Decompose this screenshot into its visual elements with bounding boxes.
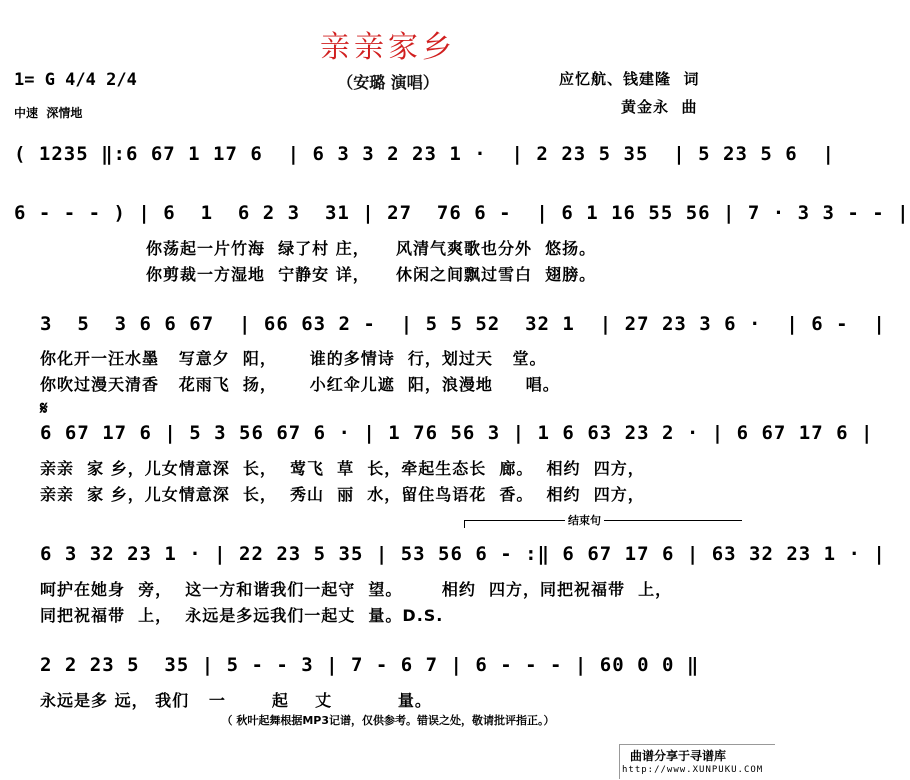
segno-sign: 𝄋	[40, 398, 48, 419]
notation-row-5: 6 3 32 23 1 · | 22 23 5 35 | 53 56 6 - :‖ 6 67 17 6 | 63 32 23 1 · |	[40, 543, 886, 565]
notation-row-6: 2 2 23 5 35 | 5 - - 3 | 7 - 6 7 | 6 - - - | 60 0 0 ‖	[40, 654, 700, 676]
watermark-text: 曲谱分享于寻谱库	[630, 749, 727, 763]
lyric-row-2-verse-2: 你剪裁一方湿地 宁静安 详， 休闲之间飘过雪白 翅膀。	[146, 265, 597, 284]
notation-row-2: 6 - - - ) | 6 1 6 2 3 31 | 27 76 6 - | 6 1 16 55 56 | 7 · 3 3 - - |	[14, 202, 910, 224]
lyricist-credit: 应忆航、钱建隆 词	[559, 70, 700, 88]
singer-credit: （安璐 演唱）	[337, 73, 439, 92]
lyric-row-4-verse-1: 亲亲 家 乡，儿女情意深 长， 莺飞 草 长，牵起生态长 廊。 相约 四方，	[40, 459, 645, 478]
notation-row-3: 3 5 3 6 6 67 | 66 63 2 - | 5 5 52 32 1 | 27 23 3 6 · | 6 - |	[40, 313, 886, 335]
lyric-row-3-verse-1: 你化开一汪水墨 写意夕 阳， 谁的多情诗 行，划过天 堂。	[40, 349, 547, 368]
watermark-url[interactable]: http://www.XUNPUKU.COM	[622, 765, 764, 775]
lyric-row-3-verse-2: 你吹过漫天清香 花雨飞 扬， 小红伞儿遮 阳，浪漫地 唱。	[40, 375, 560, 394]
lyric-row-5-verse-2: 同把祝福带 上， 永远是多远我们一起丈 量。D.S.	[40, 606, 444, 625]
lyric-row-5-verse-1: 呵护在她身 旁， 这一方和谐我们一起守 望。 相约 四方，同把祝福带 上，	[40, 580, 673, 599]
key-signature: 1= G 4/4 2/4	[14, 70, 137, 90]
lyric-row-4-verse-2: 亲亲 家 乡，儿女情意深 长， 秀山 丽 水，留住鸟语花 香。 相约 四方，	[40, 485, 645, 504]
notation-row-1: ( 1235 ‖:6 67 1 17 6 | 6 3 3 2 23 1 · | 2 23 5 35 | 5 23 5 6 |	[14, 143, 835, 165]
notation-row-4: 6 67 17 6 | 5 3 56 67 6 · | 1 76 56 3 | 1 6 63 23 2 · | 6 67 17 6 |	[40, 422, 874, 444]
composer-credit: 黄金永 曲	[621, 98, 698, 116]
lyric-row-2-verse-1: 你荡起一片竹海 绿了村 庄， 风清气爽歌也分外 悠扬。	[146, 239, 597, 258]
ending-bracket-tick	[464, 520, 465, 528]
ending-label: 结束句	[565, 512, 604, 528]
song-title: 亲亲家乡	[320, 30, 456, 65]
lyric-row-6-verse-1: 永远是多 远， 我们 一 起 丈 量。	[40, 691, 432, 710]
tempo-marking: 中速 深情地	[14, 106, 83, 120]
transcription-note: （ 秋叶起舞根据MP3记谱，仅供参考。错误之处，敬请批评指正。）	[221, 714, 555, 727]
